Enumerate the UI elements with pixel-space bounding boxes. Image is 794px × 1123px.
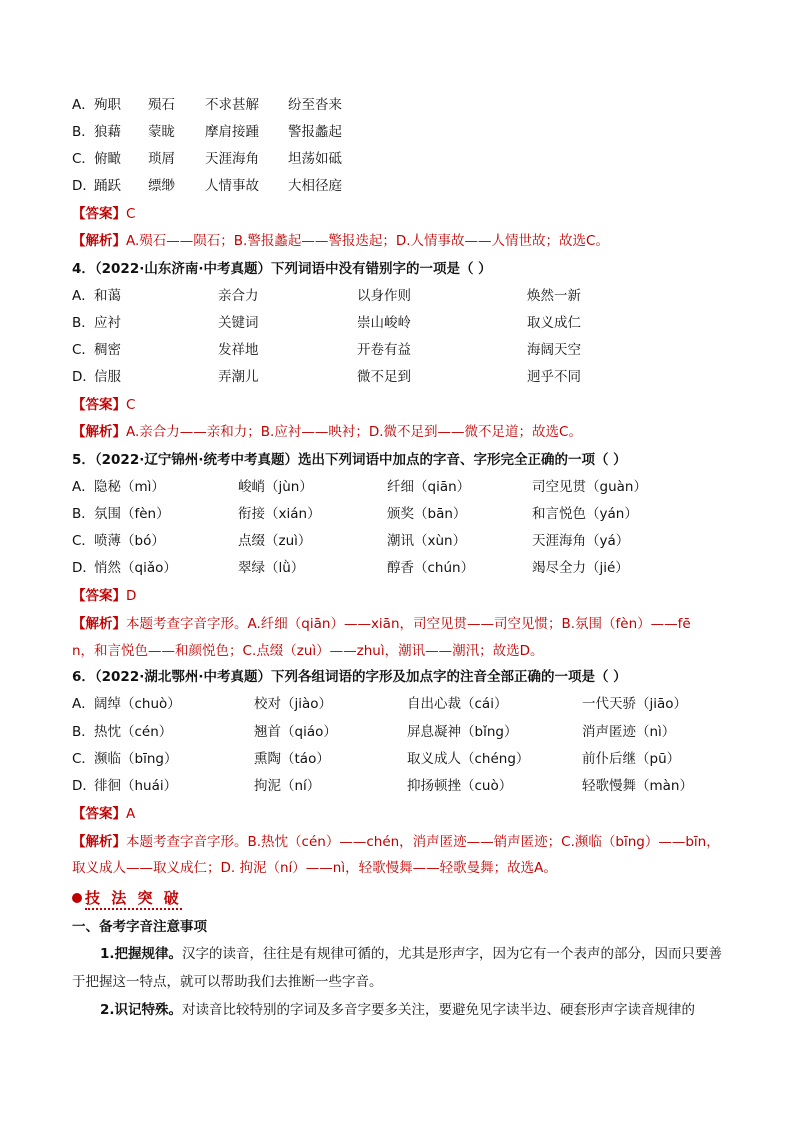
paragraph-1: 1.把握规律。汉字的读音，往往是有规律可循的，尤其是形声字，因为它有一个表声的部分，因而只要善于把握这一特点，就可以帮助我们去推断一些字音。	[72, 946, 723, 990]
q3-answer: 【答案】C	[72, 206, 136, 222]
q5-analysis-line2: n，和言悦色——和颜悦色；C.点缀（zuì）——zhuì，潮讯——潮汛；故选D。	[72, 643, 544, 659]
q5-answer: 【答案】D	[72, 588, 137, 604]
q6-analysis-line2: 取义成人——取义成仁；D. 拘泥（ní）——nì，轻歌慢舞——轻歌曼舞；故选A。	[72, 860, 557, 876]
q4-analysis: 【解析】A.亲合力——亲和力；B.应衬——映衬；D.微不足到——微不足道；故选C。	[72, 424, 582, 440]
document-page: A． 殉职 殒石 不求甚解 纷至沓来 B． 狼藉 蒙眬 摩肩接踵 警报蠡起 C． 俯瞰 琐屑 天涯海角 坦荡如砥 D． 踊跃 缥缈 人情事故 大相径庭 【答案】C 【解析】A.殒石——陨石；B.警报蠡起——警报迭起；D.人情事故——人情世故；故选C。 4．（2022·山东济南·中考真题）下列词语中没有错别字的一项是（ ） A． 和蔼 亲合力 以身作则 焕然一新 B． 应衬 关键词 崇山峻岭 取义成仁 C． 稠密 发祥地 开卷有益 海阔天空 D． 信服 弄潮儿 微不足到 迥乎不同 【答案】C 【解析】A.亲合力——亲和力；B.应衬——映衬；D.微不足到——微不足道；故选C。 5．（2022·辽宁锦州·统考中考真题）选出下列词语中加点的字音、字形完全正确的一项（ ） A． 隐秘（mì） 峻峭（jùn） 纤细（qiān） 司空见贯（guàn） B． 氛围（fèn） 衔接（xián） 颁奖（bān） 和言悦色（yán） C． 喷薄（bó） 点缀（zuì） 潮讯（xùn） 天涯海角（yá） D． 悄然（qiǎo） 翠绿（lǜ） 醇香（chún） 竭尽全力（jié） 【答案】D 【解析】本题考查字音字形。A.纤细（qiān）——xiān，司空见贯——司空见惯；B.氛围（fèn）——fē n，和言悦色——和颜悦色；C.点缀（zuì）——zhuì，潮讯——潮汛；故选D。 6．（2022·湖北鄂州·中考真题）下列各组词语的字形及加点字的注音全部正确的一项是（ ） A． 阔绰（chuò） 校对（jiào） 自出心裁（cái） 一代天骄（jiāo） B． 热忱（cén） 翘首（qiáo） 屏息凝神（bǐng） 消声匿迹（nì） C． 濒临（bīng） 熏陶（táo） 取义成人（chéng） 前仆后继（pū） D． 徘徊（huái） 拘泥（ní） 抑扬顿挫（cuò） 轻歌慢舞（màn） 【答案】A 【解析】本题考查字音字形。B.热忱（cén）——chén，消声匿迹——销声匿迹；C.濒临（bīng）——bīn， 取义成人——取义成仁；D. 拘泥（ní）——nì，轻歌慢舞——轻歌曼舞；故选A。 技 法 突 破 一、备考字音注意事项 1.把握规律。汉字的读音，往往是有规律可循的，尤其是形声字，因为它有一个表声的部分，因而只要善于把握这一特点，就可以帮助我们去推断一些字音。 2.识记特殊。对读音比较特别的字词及多音字要多关注，要避免见字读半边、硬套形声字读音规律的	[0, 0, 794, 1123]
q6-answer: 【答案】A	[72, 806, 136, 822]
q5-analysis-line1: 【解析】本题考查字音字形。A.纤细（qiān）——xiān，司空见贯——司空见惯；B.氛围（fèn）——fē	[72, 616, 691, 632]
q5-stem: 5．（2022·辽宁锦州·统考中考真题）选出下列词语中加点的字音、字形完全正确的一项（ ）	[72, 452, 627, 468]
subheading: 一、备考字音注意事项	[72, 919, 207, 935]
q6-stem: 6．（2022·湖北鄂州·中考真题）下列各组词语的字形及加点字的注音全部正确的一项是（ ）	[72, 669, 627, 685]
q4-stem: 4．（2022·山东济南·中考真题）下列词语中没有错别字的一项是（ ）	[72, 261, 492, 277]
bullet-dot-icon	[72, 893, 82, 903]
section-heading: 技 法 突 破	[72, 887, 182, 908]
q4-answer: 【答案】C	[72, 397, 136, 413]
q6-analysis-line1: 【解析】本题考查字音字形。B.热忱（cén）——chén，消声匿迹——销声匿迹；C.濒临（bīng）——bīn，	[72, 834, 720, 850]
q3-analysis: 【解析】A.殒石——陨石；B.警报蠡起——警报迭起；D.人情事故——人情世故；故选C。	[72, 233, 609, 249]
paragraph-2: 2.识记特殊。对读音比较特别的字词及多音字要多关注，要避免见字读半边、硬套形声字读音规律的	[100, 1002, 696, 1018]
